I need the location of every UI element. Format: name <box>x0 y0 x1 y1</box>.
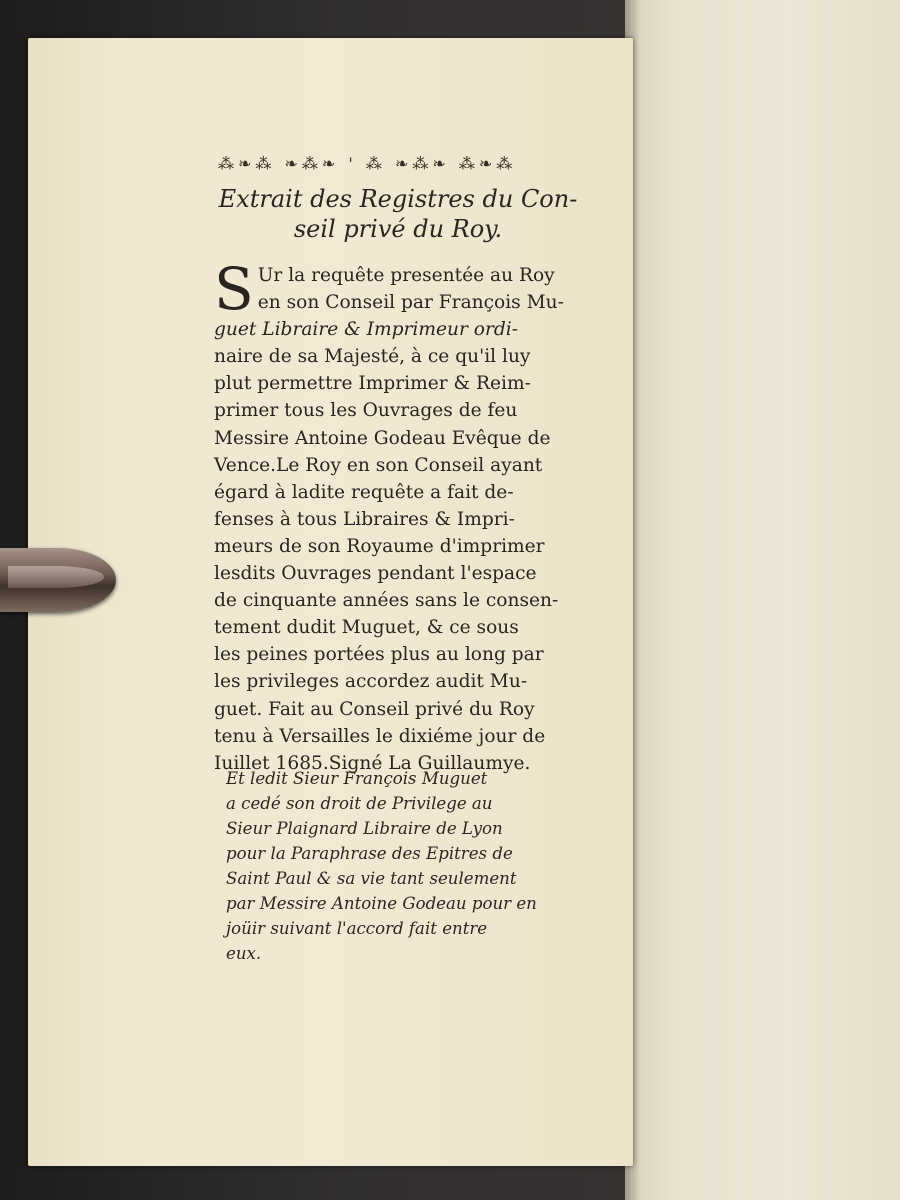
note-line: Sieur Plaignard Libraire de Lyon <box>226 819 503 838</box>
text-line: lesdits Ouvrages pendant l'espace <box>214 563 537 585</box>
text-line: naire de sa Majesté, à ce qu'il luy <box>214 346 531 368</box>
printer-ornament: ⁂❧⁂ ❧⁂❧ ' ⁂ ❧⁂❧ ⁂❧⁂ <box>218 154 517 173</box>
text-line: en son Conseil par François Mu- <box>257 292 564 314</box>
text-line: guet Libraire & Imprimeur ordi- <box>214 319 518 341</box>
privilege-note <box>226 766 578 966</box>
text-line: guet. Fait au Conseil privé du Roy <box>214 698 535 720</box>
privilege-text <box>214 255 576 777</box>
text-line: égard à ladite requête a fait de- <box>214 481 514 503</box>
text-line: de cinquante années sans le consen- <box>214 590 559 612</box>
text-line: fenses à tous Libraires & Impri- <box>214 508 515 530</box>
text-line: meurs de son Royaume d'imprimer <box>214 535 545 557</box>
text-line: plut permettre Imprimer & Reim- <box>214 373 531 395</box>
note-line: Saint Paul & sa vie tant seulement <box>226 869 517 888</box>
note-line: Et ledit Sieur François Muguet <box>226 769 488 788</box>
page-clip-bookmark <box>0 548 116 612</box>
text-line: tement dudit Muguet, & ce sous <box>214 617 519 639</box>
facing-page <box>625 0 900 1200</box>
text-line: les privileges accordez audit Mu- <box>214 671 528 693</box>
text-line: Iuillet 1685.Signé La Guillaumye. <box>214 752 531 774</box>
text-line: primer tous les Ouvrages de feu <box>214 400 518 422</box>
note-line: par Messire Antoine Godeau pour en <box>226 894 537 913</box>
drop-cap: S <box>214 255 254 323</box>
text-line: tenu à Versailles le dixiéme jour de <box>214 725 546 747</box>
note-line: a cedé son droit de Privilege au <box>226 794 493 813</box>
text-line: Ur la requête presentée au Roy <box>257 265 555 286</box>
page-title <box>218 184 578 244</box>
title-line: seil privé du Roy. <box>293 215 503 243</box>
text-line: les peines portées plus au long par <box>214 644 544 666</box>
note-line: eux. <box>226 944 262 963</box>
text-line: Messire Antoine Godeau Evêque de <box>214 427 551 449</box>
note-line: pour la Paraphrase des Epitres de <box>226 844 513 863</box>
note-line: joüir suivant l'accord fait entre <box>226 919 488 938</box>
title-line: Extrait des Registres du Con- <box>218 185 578 213</box>
text-line: Vence.Le Roy en son Conseil ayant <box>214 454 543 476</box>
